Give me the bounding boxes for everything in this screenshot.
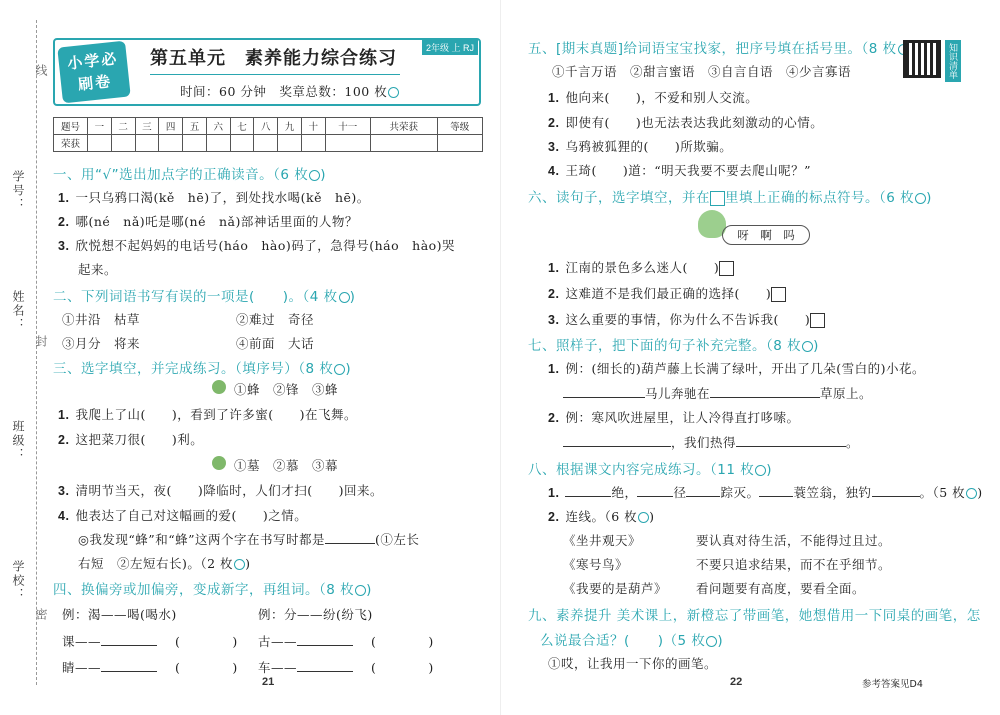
s6-q2: 2. 这难道不是我们最正确的选择( ) [548,284,786,302]
s5-q2: 2. 即使有( )也无法表达我此刻激动的心情。 [548,115,824,130]
table-header-cell: 七 [230,118,254,135]
section-6-title: 六、读句子，选字填空，并在 里填上正确的标点符号。（6 枚 ) [528,190,932,206]
table-cell [370,135,437,152]
section-7-title: 七、照样子，把下面的句子补充完整。（8 枚 ) [528,338,819,354]
s5-options: ①千言万语 ②甜言蜜语 ③自言自语 ④少言寡语 [552,64,852,79]
s8-q1: 1. 绝， 径 踪灭。 蓑笠翁，独钓 。（5 枚 ) [548,485,983,500]
time-info: 时间：60 分钟 奖章总数：100 枚 [180,82,399,100]
table-cell [301,135,325,152]
s3-char-set-1: ①蜂 ②锋 ③蜂 [234,382,339,397]
s8-right-1: 要认真对待生活，不能得过且过。 [696,533,892,548]
page-title: 第五单元 素养能力综合练习 [150,48,397,69]
score-table [53,117,483,152]
s3-q1: 1. 我爬上了山( )，看到了许多蜜( )在飞舞。 [58,407,357,422]
table-header-cell: 五 [183,118,207,135]
s1-q3-cont: 起来。 [78,262,118,277]
table-header-cell: 六 [206,118,230,135]
section-8-title: 八、根据课文内容完成练习。（11 枚 ) [528,462,773,478]
table-cell [135,135,159,152]
section-5-title: 五、[期末真题]给词语宝宝找家，把序号填在括号里。（8 枚 [528,37,914,57]
table-header-cell: 等级 [437,118,482,135]
s5-q4: 4. 王琦( )道：“明天我要不要去爬山呢？” [548,163,811,178]
table-header-cell: 十一 [325,118,370,135]
s3-char-set-2: ①墓 ②慕 ③幕 [234,458,339,473]
page-number-left: 21 [262,676,275,688]
table-cell [278,135,302,152]
table-header-cell: 九 [278,118,302,135]
s4-item-2: 古—— ( ) [258,634,434,649]
section-1-title: 一、用“√”选出加点字的正确读音。（6 枚 ) [53,167,327,183]
badge: 小学必刷卷 [57,41,130,104]
s9-option-1: ①哎，让我用一下你的画笔。 [548,656,718,671]
table-header-cell: 一 [88,118,112,135]
table-cell [206,135,230,152]
line-mark: 线 [34,64,48,78]
mi-mark: 密 [34,608,48,622]
table-header-cell: 八 [254,118,278,135]
table-header-cell: 十 [301,118,325,135]
s3-q2: 2. 这把菜刀很( )利。 [58,432,204,447]
s8-left-2: 《寒号鸟》 [563,557,629,572]
s3-q4: 4. 他表达了自己对这幅画的爱( )之情。 [58,508,308,523]
table-header-cell: 题号 [54,118,88,135]
s8-left-3: 《我要的是葫芦》 [563,581,668,596]
s6-q3: 3. 这么重要的事情，你为什么不告诉我( ) [548,310,825,328]
table-cell [111,135,135,152]
s4-example-2: 例：分——纷(纷飞) [258,607,373,622]
table-cell [437,135,482,152]
s2-option-2: ②难过 奇径 [236,312,315,327]
seal-mark: 封 [34,335,48,349]
table-header-cell: 四 [159,118,183,135]
table-cell [254,135,278,152]
s2-option-3: ③月分 将来 [62,336,141,351]
table-header-cell: 共荣获 [370,118,437,135]
table-cell [88,135,112,152]
student-id-label: 学号： [11,170,25,212]
s6-q1: 1. 江南的景色多么迷人( ) [548,258,734,276]
answer-reference: 参考答案见D4 [862,679,923,690]
page-gutter [500,0,501,715]
table-cell [325,135,370,152]
class-label: 班级： [11,420,25,462]
section-3-title: 三、选字填空，并完成练习。（填序号）（8 枚 ) [53,361,352,377]
s5-q1: 1. 他向来( )，不爱和别人交流。 [548,90,759,105]
s2-option-4: ④前面 大话 [236,336,315,351]
s5-q3: 3. 乌鸦被狐狸的( )所欺骗。 [548,139,733,154]
s4-item-3: 睛—— ( ) [62,660,238,675]
s4-example-1: 例：渴——喝(喝水) [62,607,177,622]
qr-code-icon [903,40,941,78]
s3-q3: 3. 清明节当天，夜( )降临时，人们才扫( )回来。 [58,483,383,498]
s7-q2-example: 2. 例：寒风吹进屋里，让人冷得直打哆嗦。 [548,410,800,425]
s1-q2: 2. 哪(né nǎ)吒是哪(né nǎ)部神话里面的人物？ [58,214,358,229]
s7-q2-blank: ，我们热得 。 [563,433,859,451]
section-9-title-cont: 么说最合适？( )（5 枚 ) [540,633,724,649]
s1-q1: 1. 一只乌鸦口渴(kě hē)了，到处找水喝(kě hē)。 [58,190,370,205]
s7-q1-example: 1. 例：(细长的)葫芦藤上长满了绿叶，开出了几朵(雪白的)小花。 [548,361,925,376]
section-2-title: 二、下列词语书写有误的一项是( )。（4 枚 ) [53,289,356,305]
word-bank: 呀 啊 吗 [722,225,810,245]
table-header-cell: 二 [111,118,135,135]
section-9-title: 九、素养提升 美术课上，新橙忘了带画笔，她想借用一下同桌的画笔，怎 [528,608,981,624]
qr-label: 知识清单 [945,40,961,82]
title-underline [150,74,400,75]
name-label: 姓名： [11,290,25,332]
school-label: 学校： [11,560,25,602]
s8-left-1: 《坐井观天》 [563,533,642,548]
s4-item-4: 车—— ( ) [258,660,434,675]
s8-right-2: 不要只追求结果，而不在乎细节。 [696,557,892,572]
s3-note: ◎我发现“蜂”和“蜂”这两个字在书写时都是 (①左长 [78,532,420,547]
bug-icon [212,456,226,470]
binding-margin [36,20,37,685]
section-4-title: 四、换偏旁或加偏旁，变成新字，再组词。（8 枚 ) [53,582,372,598]
s7-q1-blank: 马儿奔驰在 草原上。 [563,384,872,402]
table-cell [159,135,183,152]
grade-tag: 2年级 上 RJ [422,40,478,55]
s8-right-3: 看问题要有高度，要看全面。 [696,581,866,596]
s3-note-cont: 右短 ②左短右长)。（2 枚 ) [78,556,251,571]
page-number-right: 22 [730,676,743,688]
table-header-cell: 三 [135,118,159,135]
s1-q3: 3. 欣悦想不起妈妈的电话号(háo hào)码了，急得号(háo hào)哭 [58,238,456,253]
table-cell: 荣获 [54,135,88,152]
s2-option-1: ①井沿 枯草 [62,312,141,327]
bug-icon [212,380,226,394]
s8-q2: 2. 连线。（6 枚 ) [548,509,655,524]
table-cell [230,135,254,152]
table-cell [183,135,207,152]
s4-item-1: 课—— ( ) [62,634,238,649]
